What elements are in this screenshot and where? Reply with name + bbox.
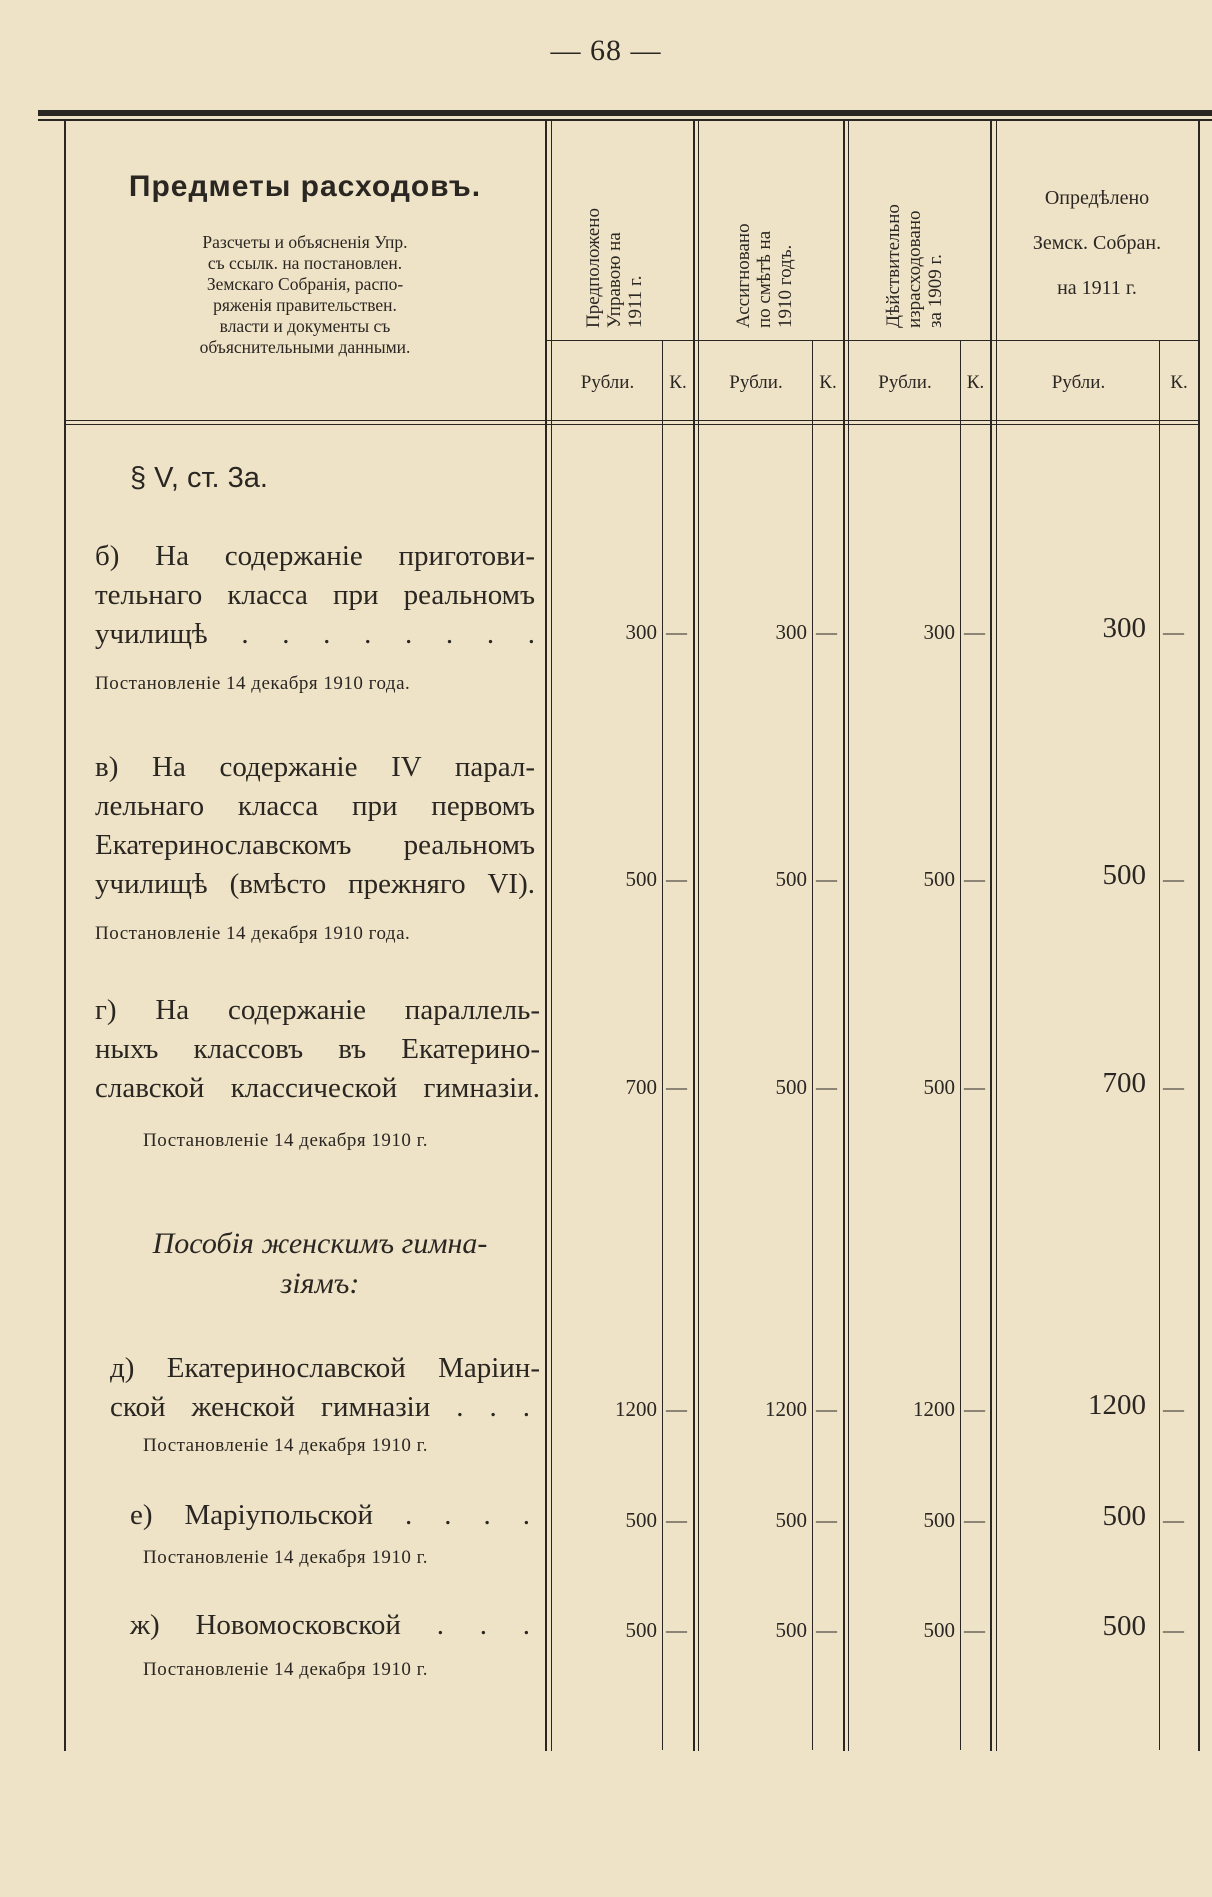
item-note: Постановленіе 14 декабря 1910 г. <box>143 1130 429 1151</box>
kop-dash: — <box>816 1397 837 1421</box>
unit-kopecks: К. <box>669 372 687 393</box>
subtitle-line: власти и документы съ <box>219 316 391 336</box>
subtitle-line: объяснительными данными. <box>199 337 411 357</box>
kop-dash: — <box>964 1508 985 1532</box>
subsection-heading: Пособія женскимъ гимна- зіямъ: <box>152 1227 488 1300</box>
kop-dash: — <box>1163 1508 1184 1532</box>
column-divider <box>848 121 849 1751</box>
kop-dash: — <box>1163 1075 1184 1099</box>
kopek-divider <box>1159 340 1160 1750</box>
item-note: Постановленіе 14 декабря 1910 г. <box>143 1659 429 1680</box>
kopek-divider <box>812 340 813 1750</box>
kopek-divider <box>960 340 961 1750</box>
col-header-proposed: Предположено Управою на 1911 г. <box>583 208 646 328</box>
kop-dash: — <box>816 867 837 891</box>
col-header-assigned: Ассигновано по смѣтѣ на 1910 годъ. <box>733 223 796 328</box>
col-header-spent: Дѣйствительно израсходовано за 1909 г. <box>883 204 946 328</box>
item-description: б) На содержаніе приготови- тельнаго класса при реальномъ училищѣ . . . . . . . . <box>95 540 535 650</box>
item-note: Постановленіе 14 декабря 1910 года. <box>95 923 411 944</box>
kop-dash: — <box>666 1508 687 1532</box>
item-description: в) На содержаніе IV парал- лельнаго класса при первомъ Екатеринославскомъ реальномъ училищѣ (вмѣсто прежняго VI). <box>95 751 535 900</box>
kop-dash: — <box>964 1618 985 1642</box>
value-determined: 1200 <box>1088 1389 1146 1421</box>
col-header-determined: Опредѣлено Земск. Собран. на 1911 г. <box>1032 187 1162 299</box>
value-proposed: 500 <box>625 867 657 891</box>
value-determined: 500 <box>1102 859 1146 891</box>
value-spent: 500 <box>923 1508 955 1532</box>
column-divider <box>990 121 992 1751</box>
column-divider <box>843 121 845 1751</box>
value-proposed: 300 <box>625 620 657 644</box>
header-subtitle <box>150 232 460 358</box>
subtitle-line: Земскаго Собранія, распо- <box>206 274 404 294</box>
item-description: е) Маріупольской . . . . <box>130 1499 530 1531</box>
section-heading: § V, ст. 3а. <box>130 462 268 494</box>
value-determined: 300 <box>1102 612 1146 644</box>
item-note: Постановленіе 14 декабря 1910 г. <box>143 1435 429 1456</box>
kop-dash: — <box>964 867 985 891</box>
column-divider <box>698 121 699 1751</box>
subtitle-line: съ ссылк. на постановлен. <box>207 253 403 273</box>
top-rule <box>38 110 1212 116</box>
value-spent: 300 <box>923 620 955 644</box>
item-description: ж) Новомосковской . . . <box>130 1609 530 1641</box>
kop-dash: — <box>1163 1618 1184 1642</box>
table-border-right <box>1198 121 1200 1751</box>
kop-dash: — <box>816 620 837 644</box>
value-assigned: 500 <box>775 1508 807 1532</box>
kop-dash: — <box>666 1075 687 1099</box>
table-border-left <box>64 121 66 1751</box>
kop-dash: — <box>964 620 985 644</box>
value-proposed: 1200 <box>615 1397 657 1421</box>
value-assigned: 500 <box>775 1618 807 1642</box>
header-bottom-rule <box>64 424 1198 425</box>
value-determined: 500 <box>1102 1610 1146 1642</box>
header-divider <box>545 340 1198 341</box>
value-proposed: 500 <box>625 1618 657 1642</box>
kop-dash: — <box>666 1397 687 1421</box>
header-bottom-rule <box>64 420 1198 421</box>
kop-dash: — <box>816 1075 837 1099</box>
kop-dash: — <box>964 1397 985 1421</box>
unit-rubles: Рубли. <box>580 372 635 393</box>
header-title: Предметы расходовъ. <box>128 170 482 203</box>
value-determined: 500 <box>1102 1500 1146 1532</box>
value-assigned: 300 <box>775 620 807 644</box>
unit-kopecks: К. <box>819 372 837 393</box>
unit-rubles: Рубли. <box>1051 372 1106 393</box>
kop-dash: — <box>816 1618 837 1642</box>
kop-dash: — <box>964 1075 985 1099</box>
item-note: Постановленіе 14 декабря 1910 года. <box>95 673 411 694</box>
kopek-divider <box>662 340 663 1750</box>
top-rule-secondary <box>38 119 1212 121</box>
unit-kopecks: К. <box>966 372 985 393</box>
value-proposed: 500 <box>625 1508 657 1532</box>
item-note: Постановленіе 14 декабря 1910 г. <box>143 1547 429 1568</box>
subtitle-line: Разсчеты и объясненія Упр. <box>202 232 408 252</box>
value-assigned: 500 <box>775 1075 807 1099</box>
column-divider <box>996 121 997 1751</box>
value-assigned: 1200 <box>765 1397 807 1421</box>
value-determined: 700 <box>1102 1067 1146 1099</box>
value-spent: 500 <box>923 1075 955 1099</box>
unit-rubles: Рубли. <box>729 372 783 393</box>
value-spent: 500 <box>923 1618 955 1642</box>
kop-dash: — <box>666 620 687 644</box>
kop-dash: — <box>666 867 687 891</box>
page-number: — 68 — <box>550 34 662 67</box>
column-divider <box>545 121 547 1751</box>
kop-dash: — <box>1163 1397 1184 1421</box>
unit-rubles: Рубли. <box>878 372 932 393</box>
item-description: д) Екатеринославской Маріин- ской женской гимназіи . . . <box>110 1352 540 1423</box>
column-divider <box>693 121 695 1751</box>
value-spent: 500 <box>923 867 955 891</box>
kop-dash: — <box>816 1508 837 1532</box>
value-assigned: 500 <box>775 867 807 891</box>
item-description: г) На содержаніе параллель- ныхъ классовъ въ Екатерино- славской классической гимназіи. <box>95 994 540 1104</box>
value-spent: 1200 <box>913 1397 955 1421</box>
kop-dash: — <box>1163 867 1184 891</box>
subtitle-line: ряженія правительствен. <box>213 295 397 315</box>
kop-dash: — <box>1163 620 1184 644</box>
unit-kopecks: К. <box>1170 372 1188 393</box>
value-proposed: 700 <box>625 1075 657 1099</box>
column-divider <box>551 121 552 1751</box>
kop-dash: — <box>666 1618 687 1642</box>
